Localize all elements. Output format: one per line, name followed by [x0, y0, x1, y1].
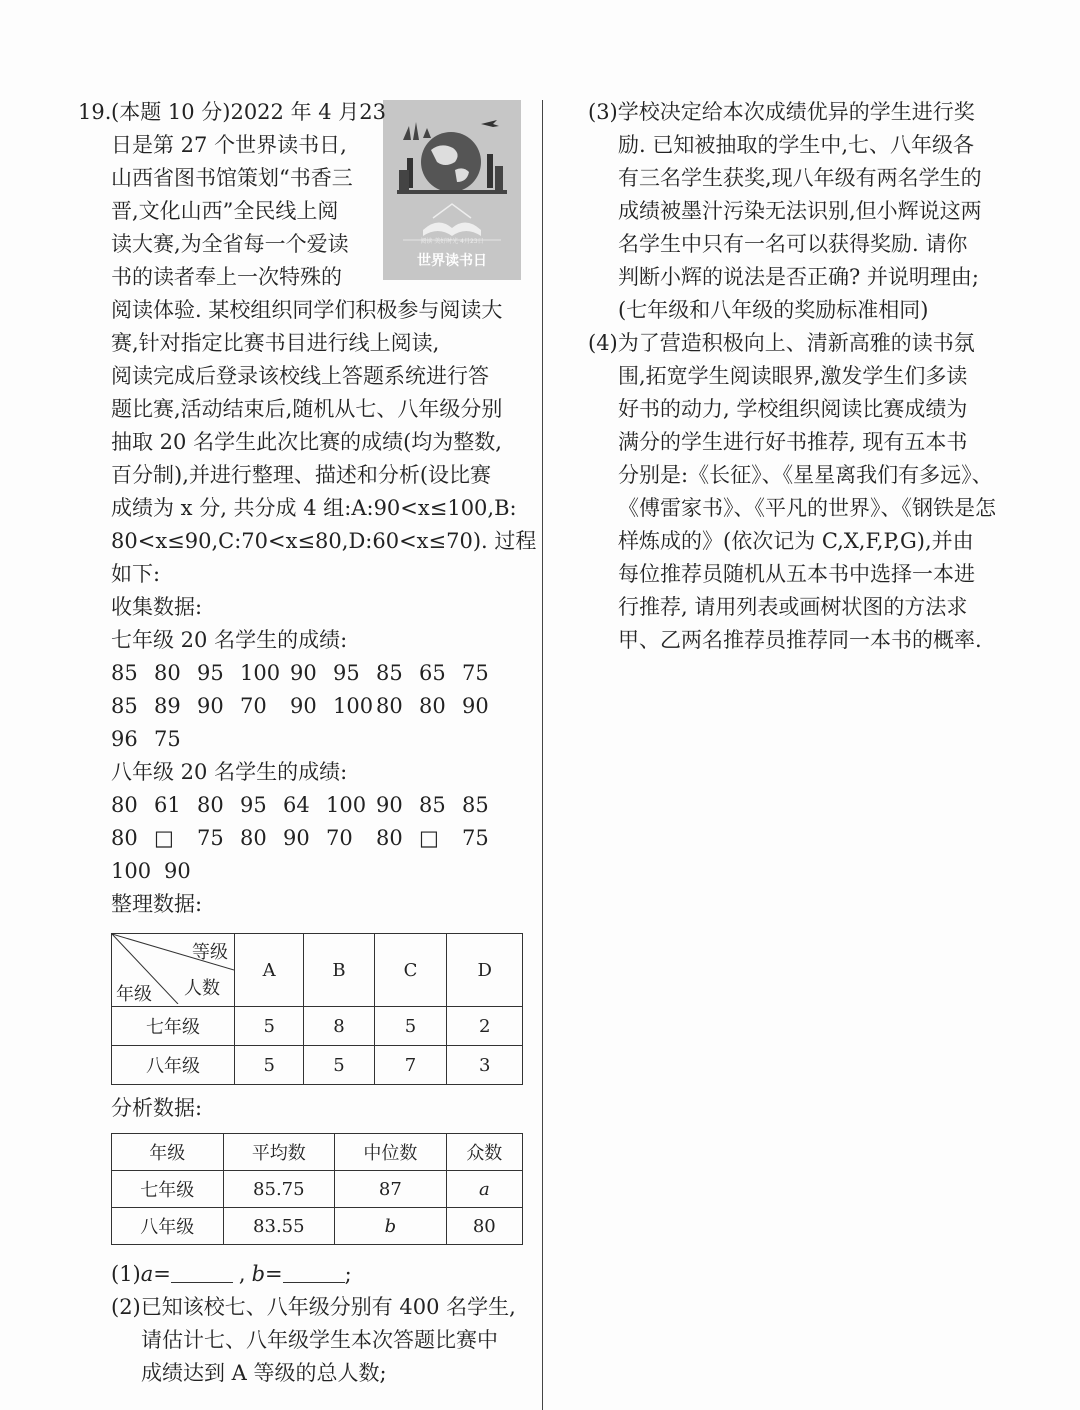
grade8-scores-row: 100 90: [111, 859, 191, 883]
sub-question-2-line: (2)已知该校七、八年级分别有 400 名学生,: [111, 1295, 516, 1319]
grade8-scores-heading: 八年级 20 名学生的成绩:: [111, 760, 348, 784]
ink-blot-box: □: [419, 826, 439, 850]
question-text-line: 阅读体验. 某校组织同学们积极参与阅读大: [111, 298, 503, 322]
question-text-line: 抽取 20 名学生此次比赛的成绩(均为整数,: [111, 430, 502, 454]
grade8-scores-row: 80 61 80 95 64 100 90 85 85: [111, 793, 489, 817]
sub-question-4-line: 围,拓宽学生阅读眼界,激发学生们多读: [618, 364, 968, 388]
answer-blank-a[interactable]: [171, 1262, 233, 1283]
sub-question-4-line: 行推荐, 请用列表或画树状图的方法求: [618, 595, 968, 619]
question-text-line: 赛,针对指定比赛书目进行线上阅读,: [111, 331, 440, 355]
sub-question-2-line: 请估计七、八年级学生本次答题比赛中: [141, 1328, 498, 1352]
sub-question-3-line: 成绩被墨汁污染无法识别,但小辉说这两: [618, 199, 982, 223]
sub-question-4-line: (4)为了营造积极向上、清新高雅的读书氛: [588, 331, 975, 355]
header-level-label: 等级: [192, 942, 228, 963]
grade7-scores-row: 96 75: [111, 727, 181, 751]
table-row: 八年级 5 5 7 3: [112, 1046, 523, 1085]
grade7-scores-row: 85 80 95 100 90 95 85 65 75: [111, 661, 489, 685]
sub-question-4-line: 满分的学生进行好书推荐, 现有五本书: [618, 430, 968, 454]
column-header: D: [447, 934, 523, 1007]
sub-question-3-line: (3)学校决定给本次成绩优异的学生进行奖: [588, 100, 975, 124]
table-row: 八年级 83.55 b 80: [112, 1208, 523, 1245]
column-header: 众数: [446, 1134, 522, 1171]
sub-questions-1-2: [111, 1258, 531, 1390]
header-count-label: 人数: [184, 978, 220, 999]
header-grade-label: 年级: [116, 984, 152, 1005]
sub-question-3-line: 名学生中只有一名可以获得奖励. 请你: [618, 232, 968, 256]
ink-blot-box: □: [154, 826, 174, 850]
column-header: C: [374, 934, 447, 1007]
sub-question-4-line: 每位推荐员随机从五本书中选择一本进: [618, 562, 975, 586]
frequency-table: [111, 933, 523, 1085]
table-row: 七年级 5 8 5 2: [112, 1007, 523, 1046]
question-text-line: 日是第 27 个世界读书日,: [111, 133, 347, 157]
sub-question-4-line: 样炼成的》(依次记为 C,X,F,P,G),并由: [618, 529, 974, 553]
organize-data-heading: 整理数据:: [111, 892, 203, 916]
column-divider: [542, 100, 543, 1410]
sub-question-3-line: 判断小辉的说法是否正确? 并说明理由;: [618, 265, 980, 289]
analyze-data-heading: 分析数据:: [111, 1096, 203, 1120]
column-header: 平均数: [223, 1134, 335, 1171]
sub-question-3-line: 励. 已知被抽取的学生中,七、八年级各: [618, 133, 975, 157]
question-text-line: 百分制),并进行整理、描述和分析(设比赛: [111, 463, 492, 487]
sub-question-3-line: (七年级和八年级的奖励标准相同): [618, 298, 929, 322]
sub-question-4-line: 分别是:《长征》、《星星离我们有多远》、: [618, 463, 993, 487]
grade7-scores-row: 85 89 90 70 90 100 80 80 90: [111, 694, 489, 718]
question-text-line: 题比赛,活动结束后,随机从七、八年级分别: [111, 397, 503, 421]
poster-subtitle: 阅读 美好时光 4月23日: [420, 238, 484, 245]
question-text-line: 阅读完成后登录该校线上答题系统进行答: [111, 364, 489, 388]
sub-question-4-line: 甲、乙两名推荐员推荐同一本书的概率.: [618, 628, 982, 652]
grade7-scores-heading: 七年级 20 名学生的成绩:: [111, 628, 348, 652]
question-number: 19.: [78, 100, 112, 124]
right-column: [588, 96, 1018, 657]
question-text-line: 书的读者奉上一次特殊的: [111, 265, 342, 289]
sub-question-4-line: 好书的动力, 学校组织阅读比赛成绩为: [618, 397, 968, 421]
row-label: 七年级: [112, 1007, 235, 1046]
question-text-line: 晋,文化山西”全民线上阅: [111, 199, 339, 223]
table-row: 七年级 85.75 87 a: [112, 1171, 523, 1208]
left-column: [78, 96, 537, 921]
question-19-line-1: 19. (本题 10 分)2022 年 4 月23: [78, 96, 528, 129]
row-label: 八年级: [112, 1046, 235, 1085]
column-header: A: [235, 934, 304, 1007]
diagonal-header-cell: [112, 934, 235, 1007]
question-text-line: 如下:: [111, 562, 161, 586]
column-header: 中位数: [335, 1134, 447, 1171]
question-text-line: 成绩为 x 分, 共分成 4 组:A:90<x≤100,B:: [111, 496, 517, 520]
grade8-scores-row: 80 □ 75 80 90 70 80 □ 75: [78, 822, 528, 855]
column-header: B: [304, 934, 374, 1007]
collect-data-heading: 收集数据:: [111, 595, 203, 619]
answer-blank-b[interactable]: [283, 1262, 345, 1283]
sub-question-3-line: 有三名学生获奖,现八年级有两名学生的: [618, 166, 982, 190]
poster-title: 世界读书日: [417, 253, 487, 269]
statistics-table: [111, 1133, 523, 1245]
question-text-line: 山西省图书馆策划“书香三: [111, 166, 353, 190]
question-text-line: 80<x≤90,C:70<x≤80,D:60<x≤70). 过程: [111, 529, 537, 553]
sub-question-2-line: 成绩达到 A 等级的总人数;: [141, 1361, 387, 1385]
sub-question-4-line: 《傅雷家书》、《平凡的世界》、《钢铁是怎: [618, 496, 996, 520]
sub-question-1: (1)a= , b= ;: [111, 1262, 352, 1286]
question-text-line: 读大赛,为全省每一个爱读: [111, 232, 349, 256]
column-header: 年级: [112, 1134, 224, 1171]
